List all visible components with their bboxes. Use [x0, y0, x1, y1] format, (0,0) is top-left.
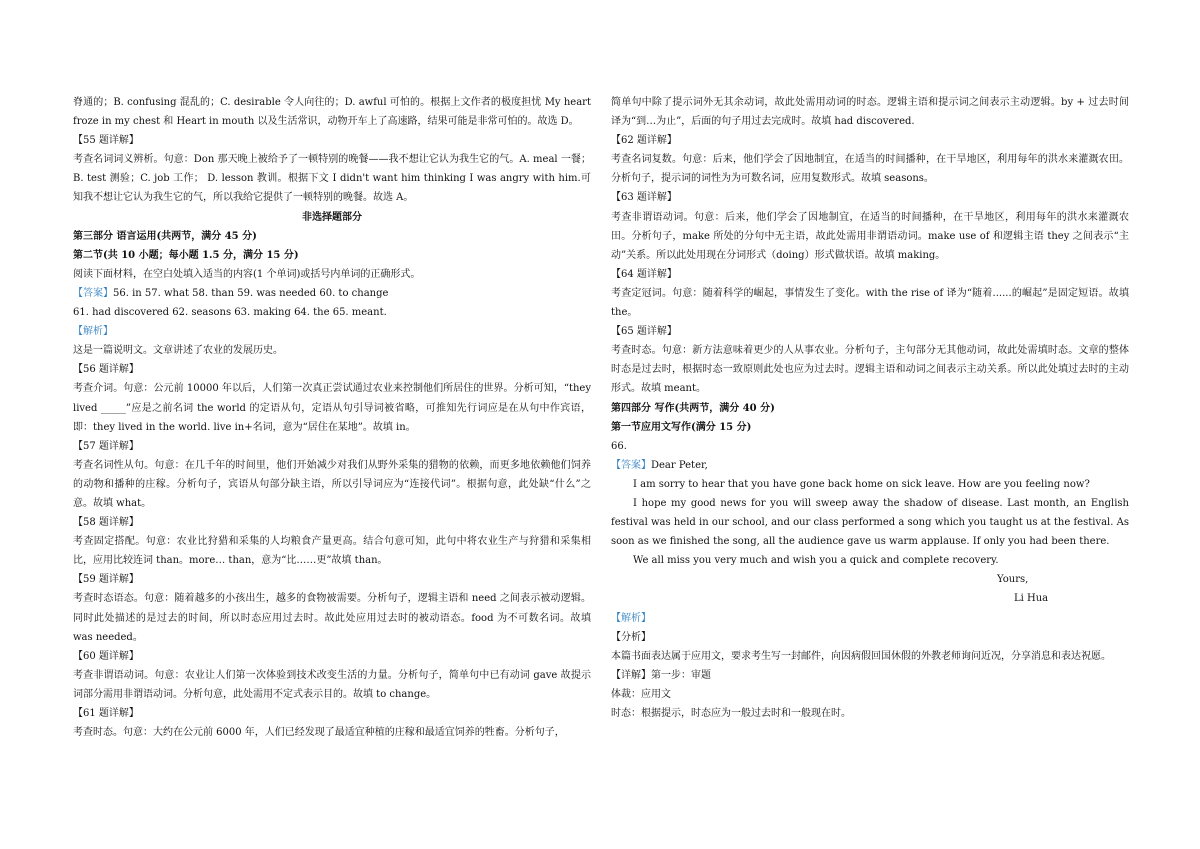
- right-paragraph: 【63 题详解】: [611, 192, 677, 204]
- right-paragraph: 【65 题详解】: [611, 326, 677, 338]
- left-paragraph: 【55 题详解】: [73, 135, 139, 147]
- left-column: [73, 93, 591, 742]
- left-paragraph: 非选择题部分: [302, 211, 362, 223]
- left-paragraph: 61. had discovered 62. seasons 63. making 64. the 65. meant.: [73, 307, 387, 319]
- answer-text: Dear Peter,: [651, 459, 708, 471]
- left-paragraph: 【60 题详解】: [73, 650, 139, 662]
- right-paragraph: 考查非谓语动词。句意：后来，他们学会了因地制宜，在适当的时间播种，在干旱地区，利用每年的洪水来灌溉农田。分析句子，make 所处的分句中无主语，故此处需用非谓语动词。make use of 和逻辑主语 they 之间表示“主动”关系。所以此处用现在分词形式（doing）形式做状语。故填 making。: [611, 211, 1129, 261]
- right-paragraph: 【64 题详解】: [611, 268, 677, 280]
- right-paragraph: 时态：根据提示，时态应为一般过去时和一般现在时。: [611, 708, 851, 719]
- right-paragraph: 体裁：应用文: [611, 688, 671, 700]
- right-paragraph: 第一节应用文写作(满分 15 分): [611, 421, 752, 433]
- left-paragraph: 考查时态语态。句意：随着越多的小孩出生，越多的食物被需要。分析句子，逻辑主语和 need 之间表示被动逻辑。同时此处描述的是过去的时间，所以时态应用过去时。故此处应用过去时的被动语态。food 为不可数名词。故填 was needed。: [73, 593, 591, 643]
- left-paragraph: 【解析】: [73, 326, 113, 338]
- right-paragraph: [611, 456, 1129, 475]
- answer-tag: 【答案】: [73, 287, 113, 299]
- left-paragraph: 【57 题详解】: [73, 440, 139, 452]
- right-paragraph: 【分析】: [611, 631, 651, 643]
- left-paragraph: 【56 题详解】: [73, 364, 139, 376]
- left-paragraph: 考查固定搭配。句意：农业比狩猎和采集的人均粮食产量更高。结合句意可知，此句中将农业生产与狩猎和采集相比，应用比较连词 than。more… than，意为“比……更”故填 than。: [73, 536, 591, 567]
- left-paragraph: 考查介词。句意：公元前 10000 年以后，人们第一次真正尝试通过农业来控制他们所居住的世界。分析可知，“they lived _____”应是之前名词 the world 的定语从句，定语从句引导词被省略，可推知先行词应是在从句中作宾语，即：they lived in the world. live in+名词，意为“居住在某地”。故填 in。: [73, 383, 591, 433]
- right-paragraph: 【62 题详解】: [611, 135, 677, 147]
- answer-tag: 【答案】: [611, 459, 651, 471]
- left-paragraph: 考查名词性从句。句意：在几千年的时间里，他们开始减少对我们从野外采集的猎物的依赖，而更多地依赖他们饲养的动物和播种的庄稼。分析句子，宾语从句部分缺主语，所以引导词应为“连接代词”。根据句意，此处缺“什么”之意。故填 what。: [73, 459, 591, 509]
- left-paragraph: [73, 284, 591, 303]
- left-paragraph: 考查时态。句意：大约在公元前 6000 年，人们已经发现了最适宜种植的庄稼和最适宜饲养的牲畜。分析句子，: [73, 727, 565, 739]
- right-paragraph: 第四部分 写作(共两节，满分 40 分): [611, 402, 775, 414]
- right-paragraph: 【解析】: [611, 612, 651, 624]
- left-paragraph: 【58 题详解】: [73, 517, 139, 529]
- right-paragraph: We all miss you very much and wish you a quick and complete recovery.: [633, 555, 999, 567]
- right-paragraph: 考查定冠词。句意：随着科学的崛起，事情发生了变化。with the rise of 译为“随着......的崛起”是固定短语。故填 the。: [611, 287, 1129, 319]
- left-paragraph: 考查非谓语动词。句意：农业让人们第一次体验到技术改变生活的力量。分析句子，简单句中已有动词 gave 故提示词部分需用非谓语动词。分析句意，此处需用不定式表示目的。故填 to change。: [73, 669, 591, 700]
- right-paragraph: I hope my good news for you will sweep away the shadow of disease. Last month, an English festival was held in our school, and our class performed a song which you taught us at the festival. As soon as we finished the song, all the audience gave us warm applause. If only you had been there.: [611, 497, 1129, 548]
- right-paragraph: 66.: [611, 440, 627, 452]
- right-column: [611, 93, 1129, 723]
- left-paragraph: 第二节(共 10 小题；每小题 1.5 分，满分 15 分): [73, 249, 299, 261]
- left-paragraph: 【59 题详解】: [73, 574, 139, 586]
- left-paragraph: 这是一篇说明文。文章讲述了农业的发展历史。: [73, 345, 283, 357]
- left-paragraph: 第三部分 语言运用(共两节，满分 45 分): [73, 230, 257, 242]
- left-paragraph: 【61 题详解】: [73, 708, 139, 719]
- right-paragraph: 【详解】第一步：审题: [611, 669, 711, 681]
- right-paragraph: I am sorry to hear that you have gone back home on sick leave. How are you feeling now?: [633, 478, 1090, 490]
- right-paragraph: Li Hua: [1014, 593, 1049, 605]
- left-paragraph: 阅读下面材料，在空白处填入适当的内容(1 个单词)或括号内单词的正确形式。: [73, 268, 421, 280]
- right-paragraph: Yours,: [997, 574, 1029, 586]
- left-paragraph: 考查名词词义辨析。句意：Don 那天晚上被给予了一顿特别的晚餐——我不想让它认为我生它的气。A. meal 一餐；B. test 测验；C. job 工作； D. lesson 教训。根据下文 I didn't want him thinking I was angry with him.可知我不想让它认为我生它的气，所以我给它提供了一顿特别的晚餐。故选 A。: [73, 154, 591, 204]
- right-paragraph: 考查时态。句意：新方法意味着更少的人从事农业。分析句子，主句部分无其他动词，故此处需填时态。文章的整体时态是过去时，根据时态一致原则此处也应为过去时。逻辑主语和动词之间表示主动关系。所以此处填过去时的主动形式。故填 meant。: [611, 345, 1129, 395]
- answer-text: 56. in 57. what 58. than 59. was needed 60. to change: [113, 287, 389, 299]
- left-paragraph: 脊通的；B. confusing 混乱的；C. desirable 令人向往的；D. awful 可怕的。根据上文作者的极度担忧 My heart froze in my chest 和 Heart in mouth 以及生活常识，动物开车上了高速路，结果可能是非常可怕的。故选 D。: [73, 97, 591, 128]
- right-paragraph: 考查名词复数。句意：后来，他们学会了因地制宜，在适当的时间播种，在干旱地区，利用每年的洪水来灌溉农田。分析句子，提示词的词性为为可数名词，应用复数形式。故填 seasons。: [611, 154, 1129, 185]
- right-paragraph: 本篇书面表达属于应用文，要求考生写一封邮件，向因病假回国休假的外教老师询问近况，分享消息和表达祝愿。: [611, 650, 1111, 662]
- right-paragraph: 简单句中除了提示词外无其余动词，故此处需用动词的时态。逻辑主语和提示词之间表示主动逻辑。by + 过去时间 译为“到…为止”，后面的句子用过去完成时。故填 had discovered.: [611, 97, 1129, 128]
